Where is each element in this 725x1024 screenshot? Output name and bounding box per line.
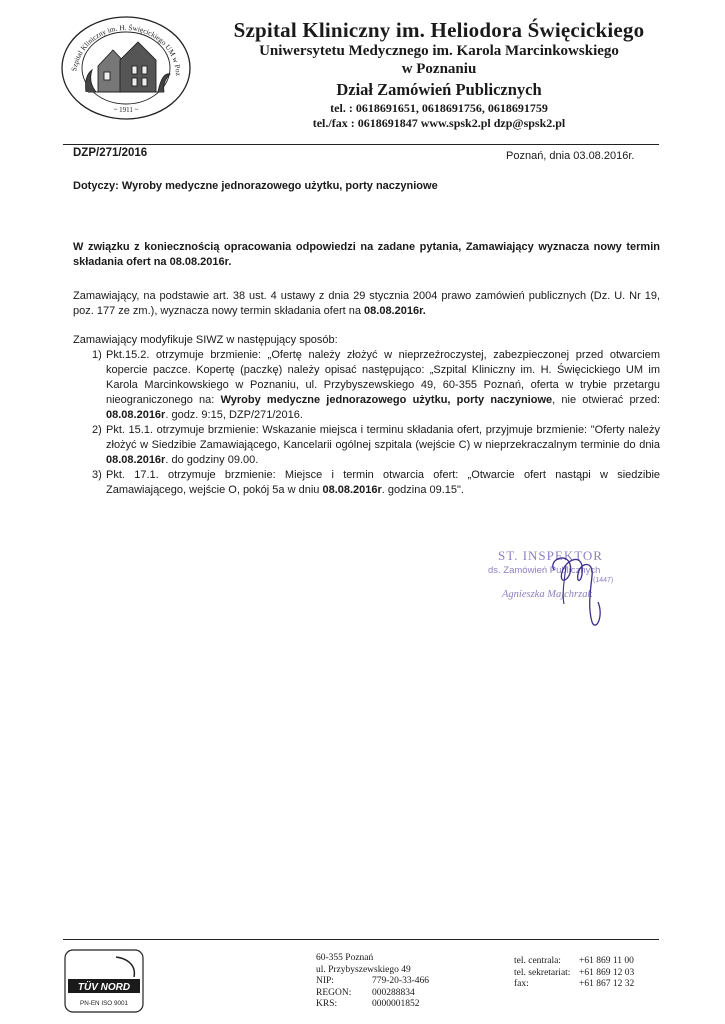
stamp-title: ST. INSPEKTOR [498,548,603,563]
place-date: Poznań, dnia 03.08.2016r. [506,150,635,162]
reference-number: DZP/271/2016 [73,147,148,159]
department-name: Dział Zamówień Publicznych [336,80,542,99]
official-stamp [478,548,648,634]
city-line: w Poznaniu [401,61,477,77]
stamp-department: ds. Zamówień Publicznych [488,565,601,576]
list-item: 1) Pkt.15.2. otrzymuje brzmienie: „Ofertę należy złożyć w nieprzeźroczystej, zabezpieczonej przed otwarciem kopercie paczce. Kopertę (paczkę) należy opisać następująco: „Szpital Kliniczny im. H. Święcickiego UM im Karola Marcinkowskiego w Poznaniu, ul. Przybyszewskiego 49, 60-355 Poznań, oferta w trybie przetargu nieograniczonego na: Wyroby medyczne jednorazowego użytku, porty naczyniowe, nie otwierać przed: 08.08.2016r. godz. 9:15, DZP/271/2016. [92,349,661,421]
modification-intro: Zamawiający modyfikuje SIWZ w następujący sposób: [73,334,338,346]
cert-standard: PN-EN ISO 9001 [80,1000,128,1007]
fax-web-email: tel./fax : 0618691847 www.spsk2.pl dzp@spsk2.pl [312,116,566,130]
legal-basis-paragraph: Zamawiający, na podstawie art. 38 ust. 4 ustawy z dnia 29 stycznia 2004 prawo zamówień publicznych (Dz. U. Nr 19, poz. 177 ze zm.), wyznacza nowy termin składania ofert na 08.08.2016r. [73,290,660,317]
footer-address: 60-355 Poznań ul. Przybyszewskiego 49 NIP: 779-20-33-466 REGON: 000288834 KRS: 0000001852 [316,953,429,1009]
header-divider [63,144,659,145]
university-name: Uniwersytetu Medycznego im. Karola Marcinkowskiego [259,43,619,59]
cert-brand: TÜV NORD [77,982,131,993]
hospital-name: Szpital Kliniczny im. Heliodora Święcickiego [233,18,645,42]
list-item: 2) Pkt. 15.1. otrzymuje brzmienie: Wskazanie miejsca i terminu składania ofert, przyjmuje brzmienie: "Oferty należy złożyć w Siedzibie Zamawiającego, Kancelarii ogólnej szpitala (wejście C) w nieprzekraczalnym terminie do dnia 08.08.2016r. do godziny 09.00. [92,424,660,466]
modification-list [73,348,660,498]
hospital-seal [58,14,194,122]
list-item: 3) Pkt. 17.1. otrzymuje brzmienie: Miejsce i termin otwarcia ofert: „Otwarcie ofert nastąpi w siedzibie Zamawiającego, wejście O, pokój 5a w dniu 08.08.2016r. godzina 09.15". [92,469,660,496]
footer-divider [63,939,659,940]
tuv-nord-certification-logo [64,949,144,1013]
deadline-notice: W związku z koniecznością opracowania odpowiedzi na zadane pytania, Zamawiający wyznacza nowy termin składania ofert na 08.08.2016r. [73,241,660,268]
handwritten-signature [518,542,618,637]
phone-numbers: tel. : 0618691651, 0618691756, 0618691759 [330,101,548,115]
letterhead [204,18,674,131]
stamp-name: Agnieszka Majchrzak [502,589,593,600]
subject-line: Dotyczy: Wyroby medyczne jednorazowego użytku, porty naczyniowe [73,180,438,192]
footer-contact: tel. centrala: +61 869 11 00 tel. sekretariat: +61 869 12 03 fax: +61 867 12 32 [514,956,635,989]
stamp-number: (1447) [593,577,614,584]
seal-year: ~ 1911 ~ [113,106,139,114]
seal-text: Szpital Kliniczny im. H. Święcickiego UM w Poz [69,22,184,77]
